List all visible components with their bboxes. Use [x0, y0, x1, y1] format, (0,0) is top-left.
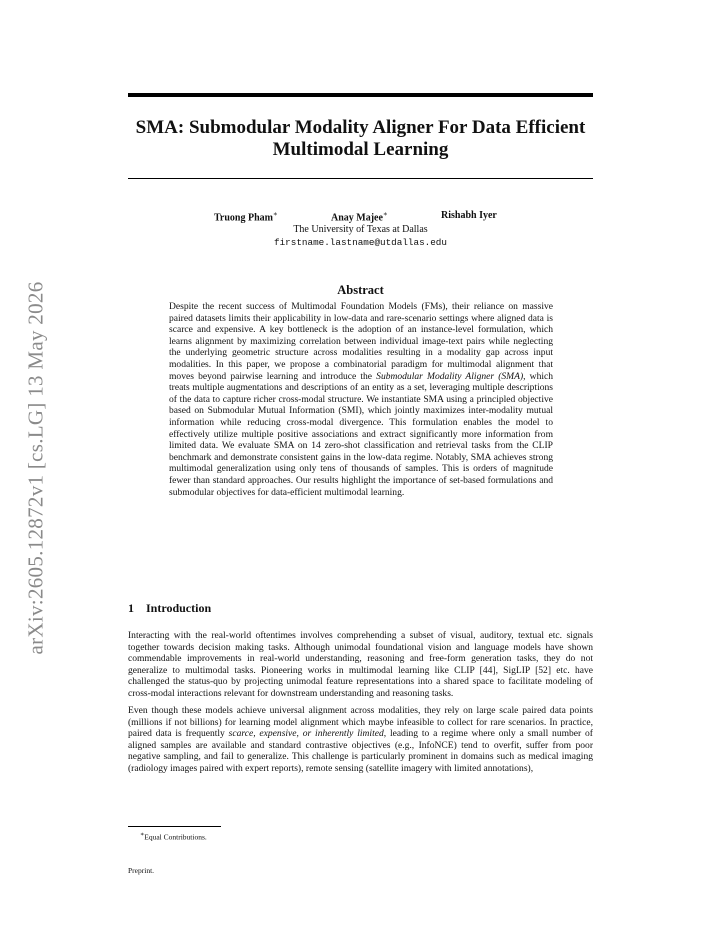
abstract-text — [169, 301, 553, 498]
abstract-method-name: Submodular Modality Aligner (SMA) — [376, 370, 524, 382]
author-email: firstname.lastname@utdallas.edu — [274, 237, 447, 248]
footnote — [140, 831, 207, 842]
author-3-name: Rishabh Iyer — [441, 210, 497, 221]
arxiv-stamp-text: arXiv:2605.12872v1 [cs.LG] 13 May 2026 — [23, 281, 48, 655]
intro-paragraph-2-part-1: Even though these models achieve universal alignment across modalities, they rely on large scale paired data points (millions if not billions) for learning model alignment which maybe infeasible to collect for rare scenarios. In practice, paired data is frequently — [128, 705, 593, 740]
preprint-label: Preprint. — [128, 866, 155, 875]
footnote-rule — [128, 826, 221, 827]
section-heading-introduction — [128, 601, 211, 616]
intro-paragraph-2-emphasis: scarce, expensive, or inherently limited — [228, 728, 384, 740]
author-1-name: Truong Pham — [214, 212, 273, 224]
footnote-text: Equal Contributions. — [144, 832, 207, 842]
author-1 — [214, 210, 278, 223]
title-top-rule — [128, 93, 593, 97]
section-number: 1 — [128, 601, 134, 615]
intro-paragraph-2 — [128, 705, 593, 775]
intro-paragraph-1: Interacting with the real-world oftentimes involves comprehending a subset of visual, auditory, textual etc. signals together towards decision making tasks. Although unimodal foundational vision and language models have shown commendable improvements in real-world understanding, reasoning and free-form generation tasks, they do not generalize to multimodal tasks. Pioneering works in multimodal learning like CLIP [44], SigLIP [52] etc. have challenged the status-quo by projecting unimodal feature representations into a shared space to facilitate modeling of cross-modal interactions relevant for downstream understanding and reasoning tasks. — [128, 630, 593, 699]
footnote-mark: ∗ — [140, 831, 145, 838]
abstract-text-part-1: Despite the recent success of Multimodal Foundation Models (FMs), their reliance on massive paired datasets limits their applicability in low-data and rare-scenario settings where aligned data is scarce and expensive. A key bottleneck is the adoption of an instance-level formulation, which learns alignment by maximizing correlation between individual image-text pairs while neglecting the underlying geometric structure across modalities resulting in a modality gap across input modalities. In this paper, we propose a combinatorial paradigm for multimodal alignment that moves beyond pairwise learning and introduce the — [169, 301, 553, 382]
abstract-text-part-2: , which treats multiple augmentations and descriptions of an entity as a set, leveraging multiple descriptions of the data to capture richer cross-modal structure. We instantiate SMA using a principled objective based on Submodular Mutual Information (SMI), which jointly maximizes inter-modality mutual information while reducing cross-modal divergence. This formulation enables the model to effectively utilize multiple positive associations and extract significantly more information from limited data. We evaluate SMA on 14 zero-shot classification and retrieval tasks from the CLIP benchmark and demonstrate consistent gains in the low-data regime. Notably, SMA achieves strong multimodal generalization using only tens of thousands of samples. This is orders of magnitude fewer than standard approaches. Our results highlight the importance of set-based formulations and submodular objectives for data-efficient multimodal learning. — [169, 370, 554, 498]
author-2 — [331, 210, 388, 223]
author-1-mark: ∗ — [273, 210, 278, 218]
arxiv-stamp — [16, 258, 56, 678]
author-2-mark: ∗ — [382, 210, 388, 218]
abstract-heading: Abstract — [337, 283, 384, 297]
intro-paragraph-2-part-2: , leading to a regime where only a small number of aligned samples are available and standard contrastive objectives (e.g., InfoNCE) tend to overfit, suffer from poor negative sampling, and fail to generalize. This challenge is particularly prominent in domains such as medical imaging (radiology images paired with expert reports), remote sensing (satellite imagery with limited annotations), — [128, 728, 593, 774]
author-2-name: Anay Majee — [331, 212, 383, 224]
paper-title: SMA: Submodular Modality Aligner For Data Efficient Multimodal Learning — [135, 117, 586, 160]
section-title: Introduction — [146, 601, 212, 615]
affiliation: The University of Texas at Dallas — [293, 224, 428, 235]
author-3 — [441, 210, 497, 221]
title-bottom-rule — [128, 178, 593, 179]
